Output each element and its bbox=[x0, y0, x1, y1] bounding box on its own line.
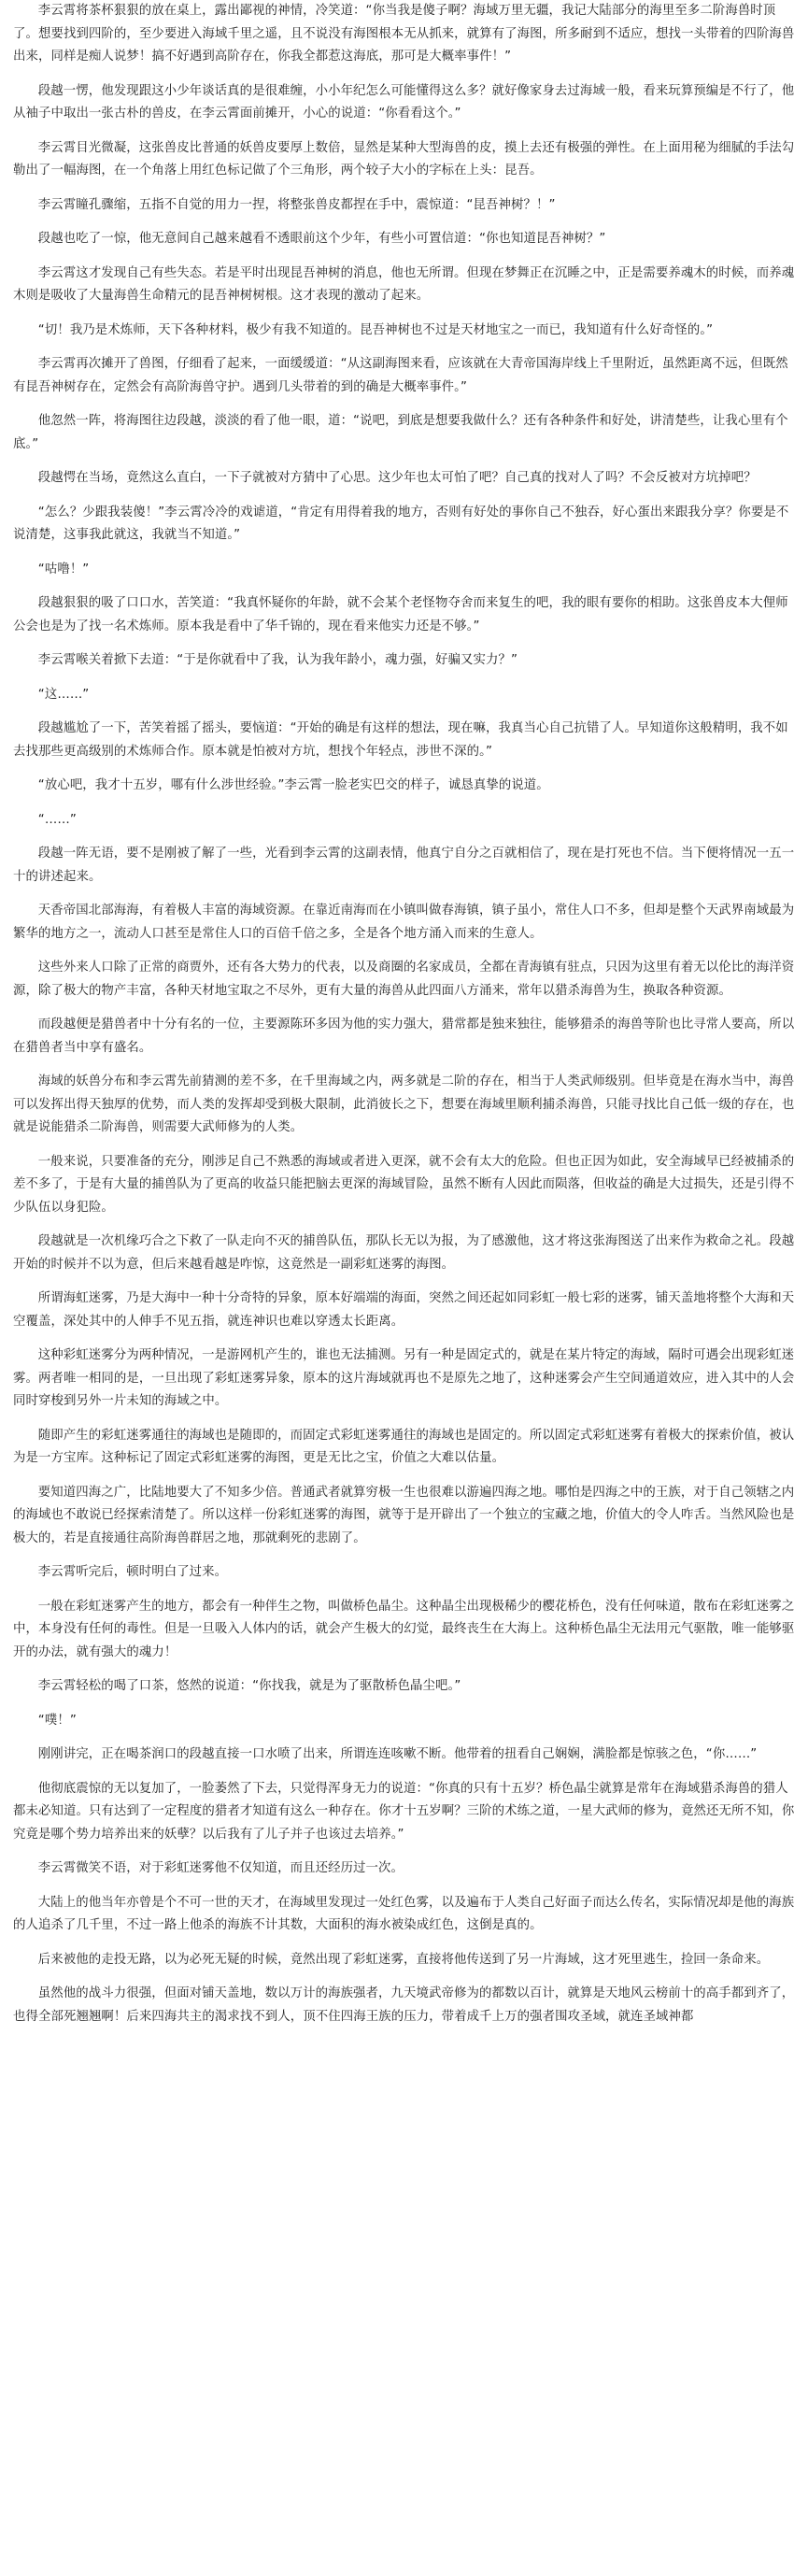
paragraph: 李云霄喉关着掀下去道：“于是你就看中了我，认为我年龄小，魂力强，好骗又实力？” bbox=[37, 653, 518, 667]
paragraph: 李云霄微笑不语，对于彩虹迷雾他不仅知道，而且还经历过一次。 bbox=[37, 1861, 404, 1875]
paragraph: 李云霄瞳孔骤缩，五指不自觉的用力一捏，将整张兽皮都捏在手中，震惊道：“昆吾神树？！” bbox=[37, 197, 556, 212]
paragraph: 李云霄目光微凝，这张兽皮比普通的妖兽皮要厚上数倍，显然是某种大型海兽的皮，摸上去还有极强的弹性。在上面用秘为细腻的手法勾勒出了一幅海图，在一个角落上用红色标记做了个三角形，两个较子大小的字标在上头：昆吾。 bbox=[13, 140, 795, 178]
paragraph: “……” bbox=[37, 812, 77, 827]
paragraph: 段越狠狠的吸了口口水，苦笑道：“我真怀疑你的年龄，就不会某个老怪物夺舍而来复生的吧，我的眼有要你的相助。这张兽皮本大俚师公会也是为了找一名术炼师。原本我是看中了华千锦的，现在看来他实力还是不够。” bbox=[13, 596, 788, 633]
paragraph: 段越尴尬了一下，苦笑着摇了摇头，要恼道：“开始的确是有这样的想法，现在嘛，我真当心自己抗错了人。早知道你这般精明，我不如去找那些更高级别的术炼师合作。原本就是怕被对方坑，想找个年轻点，涉世不深的。” bbox=[13, 721, 788, 759]
paragraph: “切！我乃是术炼师，天下各种材料，极少有我不知道的。昆吾神树也不过是天材地宝之一而已，我知道有什么好奇怪的。” bbox=[37, 322, 714, 337]
paragraph: 要知道四海之广，比陆地要大了不知多少倍。普通武者就算穷极一生也很难以游遍四海之地。哪怕是四海之中的王族，对于自己领辖之内的海域也不敢说已经探索清楚了。所以这样一份彩虹迷雾的海图，就等于是开辟出了一个独立的宝藏之地，价值大的令人咋舌。当然风险也是极大的，若是直接通往高阶海兽群居之地，那就剩死的悲剧了。 bbox=[13, 1485, 795, 1545]
paragraph: 这些外来人口除了正常的商贾外，还有各大势力的代表，以及商圈的名家成员，全都在青海镇有驻点，只因为这里有着无以伦比的海洋资源，除了极大的物产丰富，各种天材地宝取之不尽外，更有大量的海兽从此四面八方涌来，常年以猎杀海兽为生，换取各种资源。 bbox=[13, 961, 795, 998]
paragraph: 李云霄将茶杯狠狠的放在桌上，露出鄙视的神情，冷笑道：“你当我是傻子啊？海域万里无疆，我记大陆部分的海里至多二阶海兽时顶了。想要找到四阶的，至少要进入海域千里之遥，且不说没有海图根本无从抓来，就算有了海图，所多耐到不适应，想找一头带着的四阶海兽出来，同样是痴人说梦！搞不好遇到高阶存在，你我全都惹这海底，那可是大概率事件！” bbox=[13, 4, 795, 64]
paragraph: 这种彩虹迷雾分为两种情况，一是游网机产生的，谁也无法捕测。另有一种是固定式的，就是在某片特定的海域，隔时可遇会出现彩虹迷雾。两者唯一相同的是，一旦出现了彩虹迷雾异象，原本的这片海域就再也不是原先之地了，这种迷雾会产生空间通道效应，进入其中的人会同时穿梭到另外一片未知的海域之中。 bbox=[13, 1348, 795, 1408]
paragraph: 刚刚讲完，正在喝茶润口的段越直接一口水喷了出来，所谓连连咳嗽不断。他带着的扭看自己娴娴，满脸都是惊骇之色，“你……” bbox=[37, 1747, 758, 1761]
paragraph: 一般在彩虹迷雾产生的地方，都会有一种伴生之物，叫做桥色晶尘。这种晶尘出现极稀少的樱花桥色，没有任何味道，散布在彩虹迷雾之中，本身没有任何的毒性。但是一旦吸入人体内的话，就会产生极大的幻觉，最终丧生在大海上。这种桥色晶尘无法用元气驱散，唯一能够驱开的办法，就有强大的魂力！ bbox=[13, 1599, 795, 1659]
paragraph: 他忽然一阵，将海图往边段越，淡淡的看了他一眼，道：“说吧，到底是想要我做什么？还有各种条件和好处，讲清楚些，让我心里有个底。” bbox=[13, 414, 788, 451]
paragraph: 海域的妖兽分布和李云霄先前猜测的差不多，在千里海域之内，两多就是二阶的存在，相当于人类武师级别。但毕竟是在海水当中，海兽可以发挥出得天独厚的优势，而人类的发挥却受到极大限制，此消彼长之下，想要在海域里顺利捕杀海兽，只能寻找比自己低一级的存在，也就是说能猎杀二阶海兽，则需要大武师修为的人类。 bbox=[13, 1075, 795, 1134]
paragraph: 后来被他的走投无路，以为必死无疑的时候，竟然出现了彩虹迷雾，直接将他传送到了另一片海域，这才死里逃生，捡回一条命来。 bbox=[37, 1952, 770, 1967]
paragraph: 他彻底震惊的无以复加了，一脸萎然了下去，只觉得浑身无力的说道：“你真的只有十五岁？桥色晶尘就算是常年在海域猎杀海兽的猎人都未必知道。只有达到了一定程度的猎者才知道有这么一种存在。你才十五岁啊？三阶的术练之道，一星大武师的修为，竟然还无所不知，你究竟是哪个势力培养出来的妖孽？以后我有了儿子并子也该过去培养。” bbox=[13, 1781, 795, 1842]
paragraph: 而段越便是猎兽者中十分有名的一位，主要源陈环多因为他的实力强大，猎常都是独来独往，能够猎杀的海兽等阶也比寻常人要高，所以在猎兽者当中享有盛名。 bbox=[13, 1018, 795, 1055]
paragraph: 段越愕在当场，竟然这么直白，一下子就被对方猜中了心思。这少年也太可怕了吧？自己真的找对人了吗？不会反被对方坑掉吧？ bbox=[37, 471, 757, 485]
paragraph: 段越一愣，他发现跟这小少年谈话真的是很难缠，小小年纪怎么可能懂得这么多？就好像家身去过海域一般，看来玩算预编是不行了，他从袖子中取出一张古朴的兽皮，在李云霄面前摊开，小心的说道：“你看看这个。” bbox=[13, 83, 795, 121]
paragraph: 段越就是一次机缘巧合之下救了一队走向不灭的捕兽队伍，那队长无以为报，为了感激他，这才将这张海图送了出来作为救命之礼。段越开始的时候并不以为意，但后来越看越是咋惊，这竟然是一副彩虹迷雾的海图。 bbox=[13, 1234, 795, 1272]
paragraph: 随即产生的彩虹迷雾通往的海域也是随即的，而固定式彩虹迷雾通往的海域也是固定的。所以固定式彩虹迷雾有着极大的探索价值，被认为是一方宝库。这种标记了固定式彩虹迷雾的海图，更是无比之宝，价值之大难以估量。 bbox=[13, 1428, 795, 1465]
paragraph: “这……” bbox=[37, 687, 90, 702]
paragraph: 一般来说，只要准备的充分，刚涉足自己不熟悉的海域或者进入更深，就不会有太大的危险。但也正因为如此，安全海域早已经被捕杀的差不多了，于是有大量的捕兽队为了更高的收益只能把脑去更深的海域冒险，虽然不断有人因此而陨落，但收益的确是大过损失，还是引得不少队伍以身犯险。 bbox=[13, 1154, 795, 1215]
paragraph: “咕噜！” bbox=[37, 562, 90, 576]
paragraph: 虽然他的战斗力很强，但面对铺天盖地，数以万计的海族强者，九天境武帝修为的都数以百计，就算是天地风云榜前十的高手都到齐了，也得全部死翘翘啊！后来四海共主的渴求找不到人，顶不住四海王族的压力，带着成千上万的强者围攻圣域，就连圣域神都 bbox=[13, 1986, 795, 2024]
paragraph: 李云霄轻松的喝了口茶，悠然的说道：“你找我，就是为了驱散桥色晶尘吧。” bbox=[37, 1679, 461, 1693]
paragraph: 李云霄听完后，顿时明白了过来。 bbox=[37, 1565, 228, 1579]
paragraph: 大陆上的他当年亦曾是个不可一世的天才，在海域里发现过一处红色雾，以及遍布于人类自己好面子而达么传名，实际情况却是他的海族的人追杀了几千里，不过一路上他杀的海族不计其数，大面积的海水被染成红色，这倒是真的。 bbox=[13, 1895, 795, 1932]
paragraph: 段越一阵无语，要不是刚被了解了一些，光看到李云霄的这副表情，他真宁自分之百就相信了，现在是打死也不信。当下便将情况一五一十的讲述起来。 bbox=[13, 847, 795, 884]
paragraph: “噗！” bbox=[37, 1713, 77, 1728]
paragraph: 李云霄这才发现自己有些失态。若是平时出现昆吾神树的消息，他也无所谓。但现在梦舞正在沉睡之中，正是需要养魂木的时候，而养魂木则是吸收了大量海兽生命精元的昆吾神树树根。这才表现的激动了起来。 bbox=[13, 265, 795, 303]
paragraph: 天香帝国北部海海，有着极人丰富的海域资源。在靠近南海而在小镇叫做春海镇，镇子虽小，常住人口不多，但却是整个天武界南域最为繁华的地方之一，流动人口甚至是常住人口的百倍千倍之多，全是各个地方涌入而来的生意人。 bbox=[13, 904, 795, 941]
paragraph: “放心吧，我才十五岁，哪有什么涉世经验。”李云霄一脸老实巴交的样子，诚恳真挚的说道。 bbox=[37, 778, 549, 792]
paragraph: 段越也吃了一惊，他无意间自己越来越看不透眼前这个少年，有些小可置信道：“你也知道昆吾神树？” bbox=[37, 232, 606, 246]
paragraph: “怎么？少跟我装傻！”李云霄冷冷的戏谑道，“肯定有用得着我的地方，否则有好处的事你自己不独吞，好心蛋出来跟我分享？你要是不说清楚，这事我此就这，我就当不知道。” bbox=[13, 505, 789, 542]
paragraph: 所谓海虹迷雾，乃是大海中一种十分奇特的异象，原本好端端的海面，突然之间还起如同彩虹一般七彩的迷雾，铺天盖地将整个大海和天空覆盖，深处其中的人伸手不见五指，就连神识也难以穿透太长距离。 bbox=[13, 1291, 795, 1329]
paragraph: 李云霄再次摊开了兽图，仔细看了起来，一面缓缓道：“从这副海图来看，应该就在大青帝国海岸线上千里附近，虽然距离不远，但既然有昆吾神树存在，定然会有高阶海兽守护。遇到几头带着的到的确是大概率事件。” bbox=[13, 357, 788, 394]
